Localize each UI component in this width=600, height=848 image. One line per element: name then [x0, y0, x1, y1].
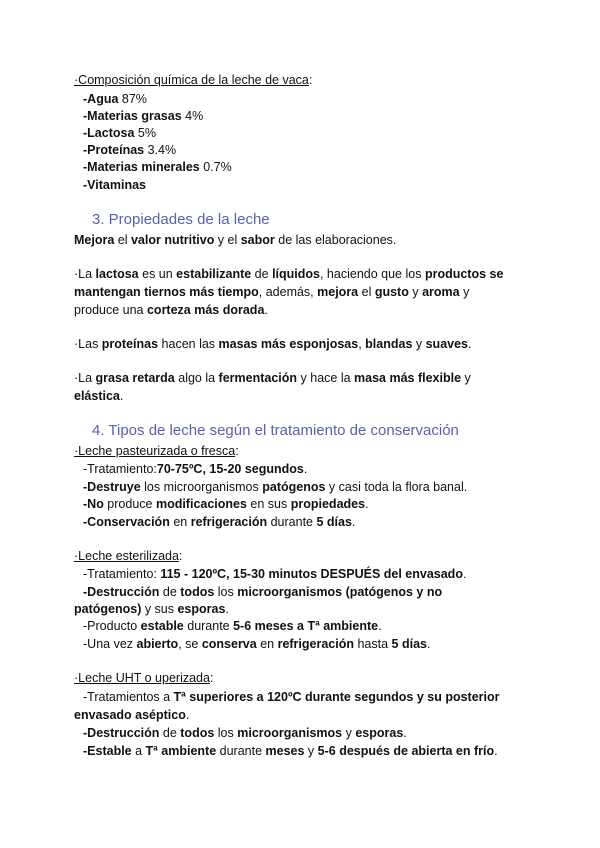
- bold-text: -Estable: [83, 744, 132, 758]
- text: y: [412, 337, 426, 351]
- text: -Tratamientos a: [83, 690, 174, 704]
- bold-text: masa más flexible: [354, 371, 462, 385]
- bold-text: elástica: [74, 389, 120, 403]
- text: durante: [267, 515, 317, 529]
- bold-text: mantengan tiernos más tiempo: [74, 285, 259, 299]
- bold-text: líquidos: [272, 267, 320, 281]
- bold-text: meses: [265, 744, 305, 758]
- text: los: [214, 726, 238, 740]
- bold-text: conserva: [201, 637, 257, 651]
- bold-text: corteza más dorada: [146, 303, 265, 317]
- uht-line: [83, 743, 498, 759]
- text: -Producto: [83, 619, 141, 633]
- text: .: [468, 337, 472, 351]
- text: y: [408, 285, 423, 299]
- uht-line: [74, 707, 189, 723]
- section-heading-tipos: 4. Tipos de leche según el tratamiento de conservación: [92, 422, 459, 439]
- esterilizada-title-line: ·Leche esterilizada:: [74, 549, 183, 563]
- text: los microorganismos: [140, 480, 263, 494]
- composicion-item: -Proteínas 3.4%: [83, 143, 177, 157]
- bold-text: estable: [140, 619, 184, 633]
- bold-text: mejora: [317, 285, 359, 299]
- text: y: [304, 744, 318, 758]
- bold-text: envasado aséptico: [74, 708, 186, 722]
- uht-line: [83, 725, 407, 741]
- text: produce: [103, 497, 156, 511]
- text: y hace la: [297, 371, 355, 385]
- bold-text: 70-75ºC, 15-20 segundos: [156, 462, 304, 476]
- text: ·La: [74, 371, 96, 385]
- pasteurizada-line: [83, 461, 307, 477]
- bold-text: microorganismos: [237, 726, 343, 740]
- composicion-item: -Materias grasas 4%: [83, 109, 204, 123]
- text: .: [119, 389, 124, 403]
- composicion-item: -Lactosa 5%: [83, 126, 156, 140]
- propiedades-lactosa-line: [74, 302, 268, 318]
- text: algo la: [174, 371, 219, 385]
- text: .: [494, 744, 498, 758]
- propiedades-grasa-line: [74, 370, 471, 386]
- uht-line: [83, 689, 500, 705]
- text: , además,: [258, 285, 318, 299]
- bold-text: todos: [180, 726, 215, 740]
- bold-text: -No: [83, 497, 104, 511]
- text: .: [264, 303, 268, 317]
- text: en sus: [246, 497, 291, 511]
- pasteurizada-title: ·Leche pasteurizada o fresca: [74, 444, 236, 458]
- composicion-title: ·Composición química de la leche de vaca: [74, 73, 309, 87]
- text: -Tratamiento:: [83, 567, 161, 581]
- section-heading-propiedades: 3. Propiedades de la leche: [92, 211, 270, 228]
- text: es un: [138, 267, 177, 281]
- text: .: [426, 637, 431, 651]
- bold-text: esporas: [177, 602, 226, 616]
- text: ·Las: [74, 337, 102, 351]
- composicion-title-line: ·Composición química de la leche de vaca:: [74, 73, 313, 87]
- bold-text: sabor: [240, 233, 275, 247]
- text: produce una: [74, 303, 147, 317]
- propiedades-lactosa-line: [74, 284, 469, 300]
- text: y: [461, 371, 471, 385]
- text: .: [365, 497, 369, 511]
- text: , se: [178, 637, 202, 651]
- bold-text: Tª ambiente: [145, 744, 217, 758]
- text: .: [351, 515, 356, 529]
- composicion-item: -Materias minerales 0.7%: [83, 160, 232, 174]
- esterilizada-line: [83, 584, 442, 600]
- text: de las elaboraciones.: [274, 233, 397, 247]
- text: durante: [216, 744, 266, 758]
- bold-text: 115 - 120ºC, 15-30 minutos DESPUÉS del envasado: [160, 567, 463, 581]
- esterilizada-line: [74, 601, 229, 617]
- text: de: [159, 585, 181, 599]
- bold-text: grasa retarda: [95, 371, 175, 385]
- bold-text: estabilizante: [176, 267, 252, 281]
- text: .: [303, 462, 308, 476]
- propiedades-grasa-line: [74, 388, 123, 404]
- text: y el: [214, 233, 241, 247]
- bold-text: propiedades: [290, 497, 366, 511]
- text: .: [403, 726, 407, 740]
- pasteurizada-title-line: ·Leche pasteurizada o fresca:: [74, 444, 239, 458]
- bold-text: -Conservación: [83, 515, 170, 529]
- esterilizada-line: [83, 566, 466, 582]
- bold-text: fermentación: [218, 371, 298, 385]
- pasteurizada-line: [83, 514, 355, 530]
- bold-text: refrigeración: [277, 637, 354, 651]
- uht-title-line: ·Leche UHT o uperizada:: [74, 671, 214, 685]
- text: en: [256, 637, 278, 651]
- bold-text: -Destrucción: [83, 726, 160, 740]
- bold-text: productos se: [424, 267, 504, 281]
- bold-text: 5-6 meses a Tª ambiente: [233, 619, 379, 633]
- bold-text: blandas: [365, 337, 413, 351]
- text: .: [462, 567, 467, 581]
- text: ,: [358, 337, 366, 351]
- text: de: [159, 726, 181, 740]
- text: .: [225, 602, 229, 616]
- bold-text: proteínas: [101, 337, 159, 351]
- text: hacen las: [158, 337, 219, 351]
- text: de: [251, 267, 273, 281]
- text: hasta: [354, 637, 392, 651]
- bold-text: abierto: [136, 637, 179, 651]
- bold-text: 5 días: [391, 637, 427, 651]
- text: -Una vez: [83, 637, 137, 651]
- pasteurizada-line: [83, 496, 369, 512]
- bold-text: Tª superiores a 120ºC durante segundos y su posterior: [173, 690, 500, 704]
- bold-text: refrigeración: [190, 515, 268, 529]
- composicion-item: -Agua 87%: [83, 92, 147, 106]
- text: durante: [183, 619, 234, 633]
- text: los: [214, 585, 238, 599]
- text: .: [185, 708, 190, 722]
- propiedades-proteinas-line: [74, 336, 472, 352]
- bold-text: -Destrucción: [83, 585, 160, 599]
- bold-text: microorganismos (patógenos y no: [237, 585, 443, 599]
- bold-text: masas más esponjosas: [218, 337, 359, 351]
- bold-text: patógenos): [74, 602, 142, 616]
- bold-text: Mejora: [74, 233, 115, 247]
- text: y: [342, 726, 356, 740]
- pasteurizada-line: [83, 479, 467, 495]
- text: el: [114, 233, 131, 247]
- text: -Tratamiento:: [83, 462, 157, 476]
- bold-text: aroma: [422, 285, 460, 299]
- esterilizada-line: [83, 618, 382, 634]
- bold-text: suaves: [425, 337, 469, 351]
- text: .: [378, 619, 382, 633]
- esterilizada-line: [83, 636, 430, 652]
- text: ·La: [74, 267, 96, 281]
- bold-text: todos: [180, 585, 215, 599]
- uht-title: ·Leche UHT o uperizada: [74, 671, 210, 685]
- text: y sus: [141, 602, 178, 616]
- text: y: [459, 285, 470, 299]
- bold-text: patógenos: [262, 480, 326, 494]
- propiedades-intro: [74, 232, 396, 248]
- text: el: [358, 285, 375, 299]
- bold-text: 5-6 después de abierta en frío: [317, 744, 495, 758]
- esterilizada-title: ·Leche esterilizada: [74, 549, 179, 563]
- text: , haciendo que los: [319, 267, 425, 281]
- bold-text: modificaciones: [155, 497, 247, 511]
- text: en: [169, 515, 191, 529]
- bold-text: valor nutritivo: [130, 233, 215, 247]
- text: a: [131, 744, 146, 758]
- text: y casi toda la flora banal.: [325, 480, 468, 494]
- composicion-item: -Vitaminas: [83, 178, 146, 192]
- bold-text: gusto: [374, 285, 409, 299]
- bold-text: -Destruye: [83, 480, 141, 494]
- bold-text: lactosa: [95, 267, 139, 281]
- bold-text: esporas: [355, 726, 404, 740]
- bold-text: 5 días: [316, 515, 352, 529]
- propiedades-lactosa-line: [74, 266, 503, 282]
